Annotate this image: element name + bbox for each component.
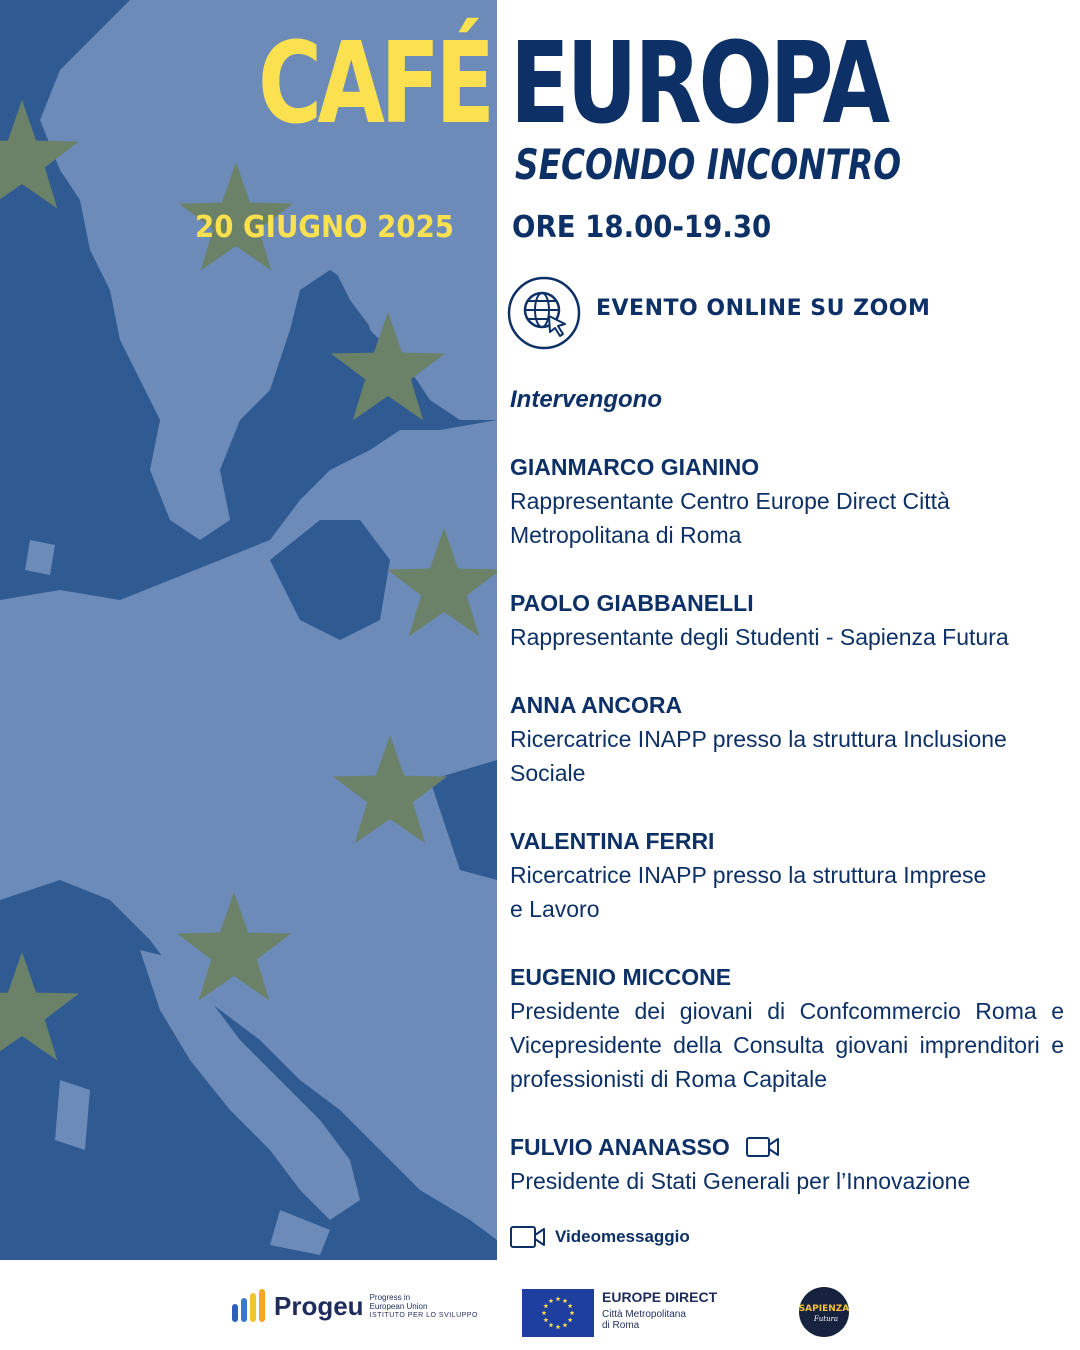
speaker-role-line: Ricercatrice INAPP presso la struttura Imprese: [510, 862, 987, 888]
speaker-role-line: Ricercatrice INAPP presso la struttura Inclusione: [510, 726, 1007, 752]
speaker-name-row: [510, 1130, 1064, 1164]
event-subtitle: SECONDO INCONTRO: [515, 140, 902, 189]
speaker-item: [510, 688, 1064, 790]
speaker-role-line: Sociale: [510, 760, 586, 786]
title-europa: EUROPA: [510, 19, 888, 149]
progeu-bars-icon: [230, 1288, 270, 1324]
speaker-name: PAOLO GIABBANELLI: [510, 590, 754, 616]
progeu-tagline-line: Progress in: [369, 1292, 411, 1302]
eu-flag-icon: [522, 1289, 594, 1337]
sapienza-name: SAPIENZA: [798, 1304, 850, 1314]
speaker-item: [510, 450, 1064, 552]
speaker-item: [510, 960, 1064, 1096]
speaker-name: FULVIO ANANASSO: [510, 1134, 730, 1160]
speaker-role-line: Presidente di Stati Generali per l’Innovazione: [510, 1168, 971, 1194]
video-camera-icon: [746, 1136, 780, 1158]
speaker-role-line: Rappresentante Centro Europe Direct Città: [510, 488, 950, 514]
title-cafe: CAFÉ: [258, 19, 491, 149]
eu-star: [331, 312, 445, 421]
videomessage-legend: [510, 1225, 690, 1249]
sapienza-futura-logo: [798, 1286, 850, 1338]
europe-direct-title: EUROPE DIRECT: [602, 1289, 718, 1305]
eu-star: [333, 735, 447, 844]
eu-star: [177, 892, 291, 1001]
eu-star: [387, 528, 497, 637]
europe-direct-sub-line: Città Metropolitana: [602, 1309, 686, 1320]
speaker-item: [510, 586, 1064, 654]
speaker-role: Presidente dei giovani di Confcommercio Roma e Vicepresidente della Consulta giovani imprenditori e professionisti di Roma Capitale: [510, 998, 1064, 1092]
speaker-role-line: Rappresentante degli Studenti - Sapienza Futura: [510, 624, 1009, 650]
event-time: ORE 18.00-19.30: [512, 210, 772, 245]
progeu-subtitle: ISTITUTO PER LO SVILUPPO: [369, 1311, 478, 1319]
speaker-name: VALENTINA FERRI: [510, 828, 715, 854]
europe-direct-sub-line: di Roma: [602, 1320, 640, 1331]
sapienza-sub: Futura: [813, 1315, 839, 1323]
event-date: 20 GIUGNO 2025: [195, 210, 454, 245]
progeu-tagline: [370, 1293, 478, 1320]
progeu-tagline-line: European Union: [369, 1301, 428, 1311]
speaker-item: [510, 1130, 1064, 1198]
europe-map-background: [0, 0, 497, 1260]
online-event-label: EVENTO ONLINE SU ZOOM: [596, 296, 931, 321]
speakers-heading: Intervengono: [510, 386, 663, 413]
legend-label: Videomessaggio: [555, 1227, 690, 1246]
eu-star: [0, 100, 79, 209]
progeu-name: Progeu: [274, 1290, 364, 1321]
speaker-name: ANNA ANCORA: [510, 692, 683, 718]
speaker-role-line: e Lavoro: [510, 896, 600, 922]
speaker-item: [510, 824, 1064, 926]
europe-direct-logo: [522, 1289, 717, 1337]
speaker-role-line: Metropolitana di Roma: [510, 522, 742, 548]
progeu-logo: [230, 1288, 478, 1324]
speaker-name: EUGENIO MICCONE: [510, 964, 732, 990]
globe-cursor-icon: [507, 276, 581, 350]
eu-stars: [0, 0, 497, 1260]
video-camera-icon: [510, 1225, 546, 1249]
speaker-name: GIANMARCO GIANINO: [510, 454, 760, 480]
eu-star: [0, 952, 79, 1061]
